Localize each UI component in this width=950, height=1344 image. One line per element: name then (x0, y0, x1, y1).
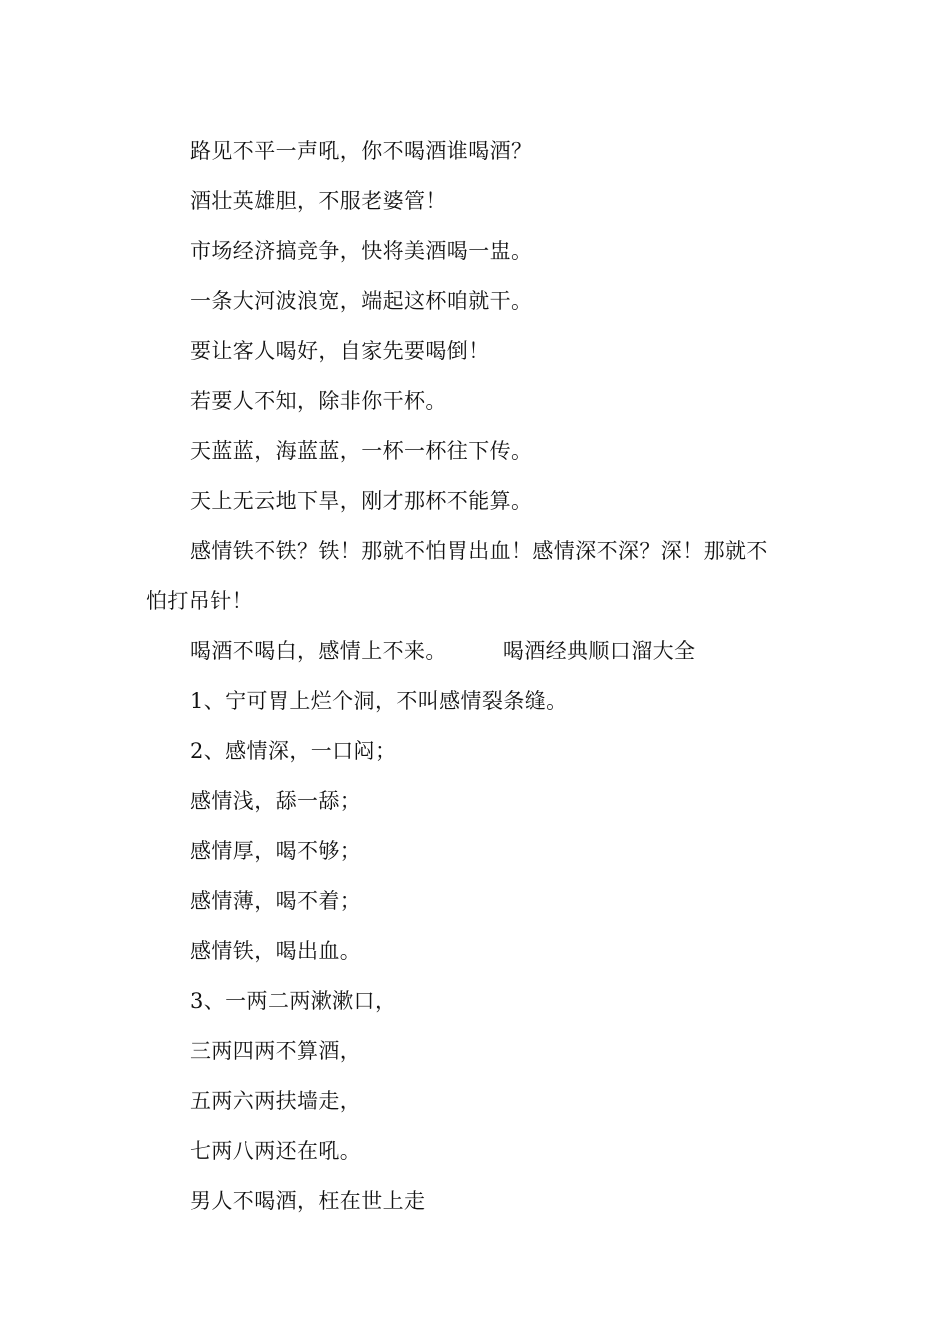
text-line: 天上无云地下旱，刚才那杯不能算。 (190, 489, 533, 513)
text-line: 市场经济搞竞争，快将美酒喝一盅。 (190, 239, 533, 263)
text-line: 一条大河波浪宽，端起这杯咱就干。 (190, 289, 533, 313)
text-line: 要让客人喝好，自家先要喝倒！ (190, 339, 490, 363)
text-line: 五两六两扶墙走， (190, 1089, 362, 1113)
text-line: 感情厚，喝不够； (190, 839, 362, 863)
text-line: 七两八两还在吼。 (190, 1139, 362, 1163)
text-line-with-heading (146, 626, 816, 676)
text-line: 男人不喝酒，枉在世上走 (190, 1189, 426, 1213)
text-line: 感情薄，喝不着； (190, 889, 362, 913)
text-line-part: 喝酒不喝白，感情上不来。 (190, 639, 447, 663)
text-line: 路见不平一声吼，你不喝酒谁喝酒？ (190, 139, 533, 163)
text-line: 天蓝蓝，海蓝蓝，一杯一杯往下传。 (190, 439, 533, 463)
text-line: 3、一两二两漱漱口， (190, 989, 397, 1013)
text-line: 1、宁可胃上烂个洞，不叫感情裂条缝。 (190, 689, 568, 713)
text-line: 三两四两不算酒， (190, 1039, 362, 1063)
text-line-continuation: 怕打吊针！ (146, 589, 253, 613)
text-line: 酒壮英雄胆，不服老婆管！ (190, 189, 447, 213)
text-line: 感情浅，舔一舔； (190, 789, 362, 813)
text-line: 感情铁，喝出血。 (190, 939, 362, 963)
text-line: 2、感情深，一口闷； (190, 739, 397, 763)
text-line: 感情铁不铁？铁！那就不怕胃出血！感情深不深？深！那就不 (190, 539, 768, 563)
section-heading: 喝酒经典顺口溜大全 (502, 639, 696, 663)
text-line: 若要人不知，除非你干杯。 (190, 389, 447, 413)
document-body (146, 126, 816, 1226)
